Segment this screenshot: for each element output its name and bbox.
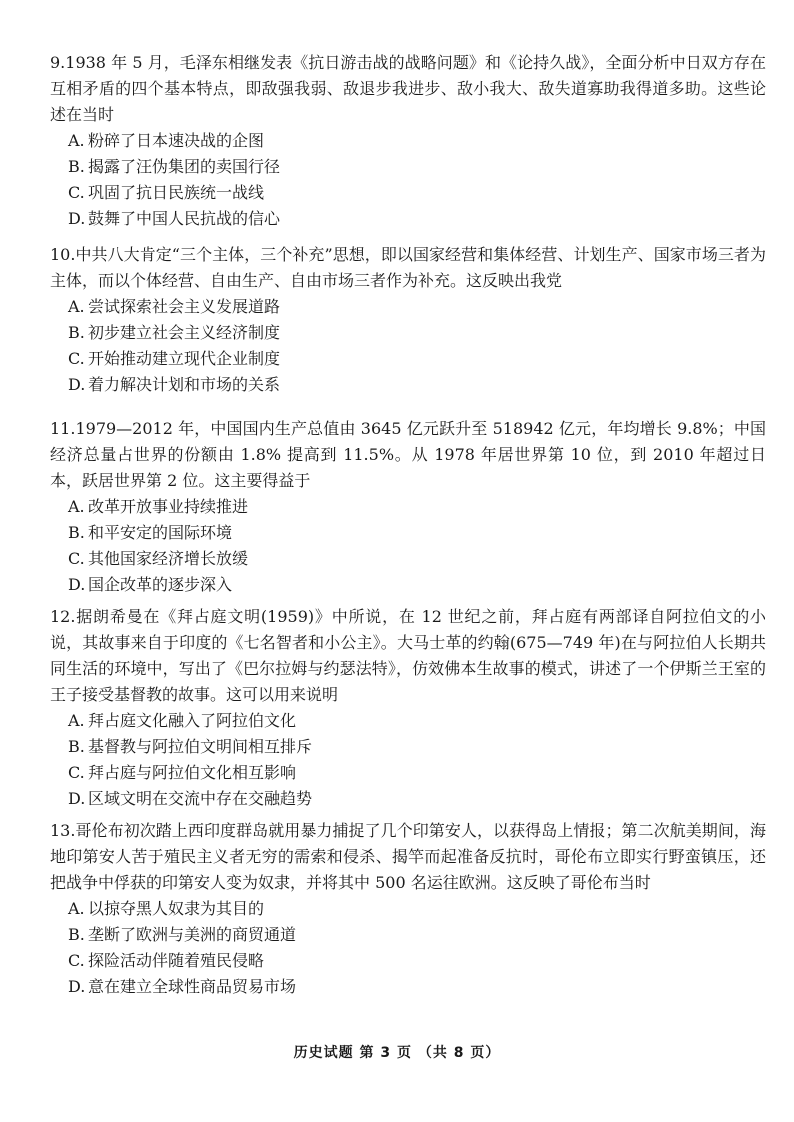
option-letter: C.	[68, 549, 85, 568]
question-9	[50, 50, 766, 232]
option-c[interactable]	[50, 760, 766, 786]
option-text: 粉碎了日本速决战的企图	[88, 131, 265, 150]
option-b[interactable]	[50, 320, 766, 346]
option-letter: B.	[68, 925, 85, 944]
question-text: 哥伦布初次踏上西印度群岛就用暴力捕捉了几个印第安人，以获得岛上情报；第二次航美期间，海地印第安人苦于殖民主义者无穷的需索和侵杀、揭竿而起准备反抗时，哥伦布立即实行野蛮镇压，还把战争中俘获的印第安人变为奴隶，并将其中 500 名运往欧洲。这反映了哥伦布当时	[50, 821, 766, 892]
question-text: 1979—2012 年，中国国内生产总值由 3645 亿元跃升至 518942 亿元，年均增长 9.8%；中国经济总量占世界的份额由 1.8% 提高到 11.5%。从 1978 年居世界第 10 位，到 2010 年超过日本，跃居世界第 2 位。这主要得益于	[50, 419, 766, 490]
page-footer: 历史试题 第 3 页 （共 8 页）	[293, 1045, 501, 1061]
option-b[interactable]	[50, 922, 766, 948]
option-letter: D.	[68, 789, 86, 808]
option-d[interactable]	[50, 572, 766, 598]
option-d[interactable]	[50, 206, 766, 232]
option-text: 拜占庭文化融入了阿拉伯文化	[88, 711, 297, 730]
option-c[interactable]	[50, 546, 766, 572]
option-letter: C.	[68, 763, 85, 782]
question-number: 10.	[50, 245, 76, 264]
option-text: 拜占庭与阿拉伯文化相互影响	[88, 763, 297, 782]
question-text: 据朗希曼在《拜占庭文明(1959)》中所说，在 12 世纪之前，拜占庭有两部译自阿拉伯文的小说，其故事来自于印度的《七名智者和小公主》。大马士革的约翰(675—749 年)在与阿拉伯人长期共同生活的环境中，写出了《巴尔拉姆与约瑟法特》，仿效佛本生故事的模式，讲述了一个伊斯兰王室的王子接受基督教的故事。这可以用来说明	[50, 607, 766, 704]
option-b[interactable]	[50, 734, 766, 760]
option-letter: B.	[68, 737, 85, 756]
option-letter: C.	[68, 951, 85, 970]
option-text: 巩固了抗日民族统一战线	[88, 183, 265, 202]
option-letter: B.	[68, 323, 85, 342]
option-letter: A.	[68, 899, 85, 918]
option-text: 改革开放事业持续推进	[88, 497, 249, 516]
option-a[interactable]	[50, 128, 766, 154]
option-letter: D.	[68, 977, 86, 996]
option-text: 以掠夺黑人奴隶为其目的	[88, 899, 265, 918]
option-letter: D.	[68, 209, 86, 228]
option-list	[50, 708, 766, 812]
question-text: 1938 年 5 月，毛泽东相继发表《抗日游击战的战略问题》和《论持久战》，全面分析中日双方存在互相矛盾的四个基本特点，即敌强我弱、敌退步我进步、敌小我大、敌失道寡助我得道多助。这些论述在当时	[50, 53, 766, 124]
option-text: 区域文明在交流中存在交融趋势	[88, 789, 313, 808]
option-list	[50, 294, 766, 398]
option-a[interactable]	[50, 896, 766, 922]
question-stem	[50, 242, 766, 294]
option-d[interactable]	[50, 786, 766, 812]
option-d[interactable]	[50, 974, 766, 1000]
option-text: 鼓舞了中国人民抗战的信心	[88, 209, 281, 228]
option-a[interactable]	[50, 294, 766, 320]
option-c[interactable]	[50, 346, 766, 372]
option-text: 开始推动建立现代企业制度	[88, 349, 281, 368]
option-letter: A.	[68, 711, 85, 730]
option-c[interactable]	[50, 948, 766, 974]
option-text: 基督教与阿拉伯文明间相互排斥	[88, 737, 313, 756]
question-stem	[50, 50, 766, 128]
option-letter: A.	[68, 131, 85, 150]
option-a[interactable]	[50, 708, 766, 734]
option-letter: A.	[68, 497, 85, 516]
option-text: 初步建立社会主义经济制度	[88, 323, 281, 342]
option-list	[50, 494, 766, 598]
option-letter: B.	[68, 523, 85, 542]
option-text: 国企改革的逐步深入	[88, 575, 233, 594]
question-stem	[50, 604, 766, 708]
option-text: 尝试探索社会主义发展道路	[88, 297, 281, 316]
option-c[interactable]	[50, 180, 766, 206]
option-text: 垄断了欧洲与美洲的商贸通道	[88, 925, 297, 944]
option-text: 揭露了汪伪集团的卖国行径	[88, 157, 281, 176]
question-number: 11.	[50, 419, 76, 438]
option-list	[50, 896, 766, 1000]
option-b[interactable]	[50, 154, 766, 180]
option-b[interactable]	[50, 520, 766, 546]
question-11	[50, 416, 766, 598]
question-stem	[50, 818, 766, 896]
question-10	[50, 242, 766, 398]
option-letter: D.	[68, 375, 86, 394]
question-number: 12.	[50, 607, 76, 626]
option-a[interactable]	[50, 494, 766, 520]
option-d[interactable]	[50, 372, 766, 398]
option-text: 其他国家经济增长放缓	[88, 549, 249, 568]
question-stem	[50, 416, 766, 494]
option-text: 着力解决计划和市场的关系	[88, 375, 281, 394]
question-number: 13.	[50, 821, 76, 840]
option-letter: C.	[68, 183, 85, 202]
option-text: 意在建立全球性商品贸易市场	[88, 977, 297, 996]
option-list	[50, 128, 766, 232]
option-text: 和平安定的国际环境	[88, 523, 233, 542]
question-12	[50, 604, 766, 812]
option-letter: A.	[68, 297, 85, 316]
option-text: 探险活动伴随着殖民侵略	[88, 951, 265, 970]
question-13	[50, 818, 766, 1000]
question-number: 9.	[50, 53, 66, 72]
question-text: 中共八大肯定“三个主体，三个补充”思想，即以国家经营和集体经营、计划生产、国家市场三者为主体，而以个体经营、自由生产、自由市场三者作为补充。这反映出我党	[50, 245, 766, 290]
option-letter: C.	[68, 349, 85, 368]
option-letter: D.	[68, 575, 86, 594]
option-letter: B.	[68, 157, 85, 176]
